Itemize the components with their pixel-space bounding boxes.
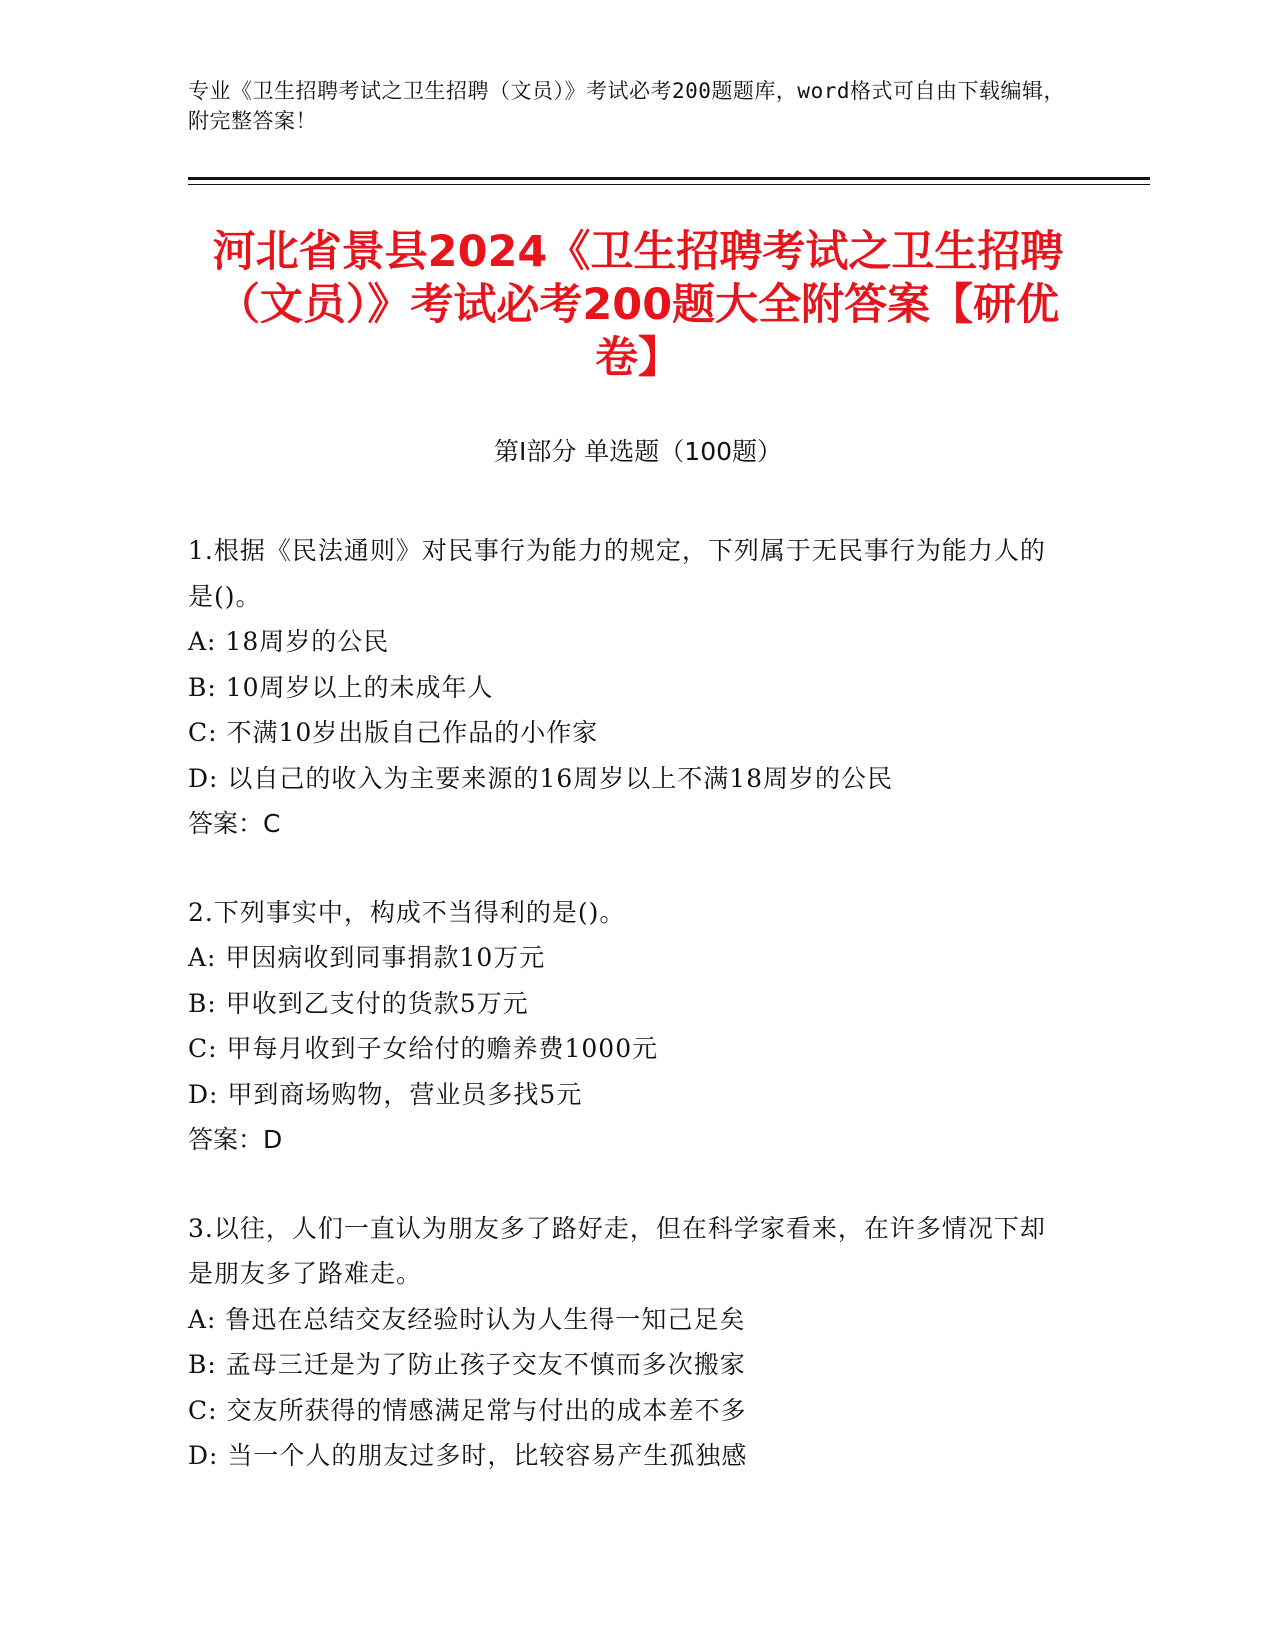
option-b: B: 孟母三迁是为了防止孩子交友不慎而多次搬家 xyxy=(188,1350,746,1379)
option-c: C: 交友所获得的情感满足常与付出的成本差不多 xyxy=(188,1395,747,1425)
option-a: A: 鲁迅在总结交友经验时认为人生得一知己足矣 xyxy=(188,1304,746,1334)
option-a: A: 18周岁的公民 xyxy=(188,627,390,656)
question-list xyxy=(188,528,1068,1522)
question-3 xyxy=(188,1206,1068,1479)
document-title: 河北省景县2024《卫生招聘考试之卫生招聘（文员）》考试必考200题大全附答案【研优卷】 xyxy=(212,227,1064,383)
option-a: A: 甲因病收到同事捐款10万元 xyxy=(188,943,546,972)
question-stem: 3.以往，人们一直认为朋友多了路好走，但在科学家看来，在许多情况下却是朋友多了路难走。 xyxy=(188,1213,1046,1288)
section-title: 第I部分 单选题（100题） xyxy=(493,437,783,466)
question-stem: 1.根据《民法通则》对民事行为能力的规定，下列属于无民事行为能力人的是()。 xyxy=(188,536,1046,611)
answer: 答案：C xyxy=(188,809,281,838)
question-1 xyxy=(188,528,1068,847)
option-d: D: 以自己的收入为主要来源的16周岁以上不满18周岁的公民 xyxy=(188,763,894,793)
question-2 xyxy=(188,890,1068,1163)
question-stem: 2.下列事实中，构成不当得利的是()。 xyxy=(188,897,626,927)
header-divider-thin xyxy=(188,184,1150,185)
option-d: D: 当一个人的朋友过多时，比较容易产生孤独感 xyxy=(188,1441,748,1470)
option-b: B: 甲收到乙支付的货款5万元 xyxy=(188,988,529,1018)
answer: 答案：D xyxy=(188,1125,283,1154)
header-divider-thick xyxy=(188,177,1150,180)
option-d: D: 甲到商场购物，营业员多找5元 xyxy=(188,1079,583,1109)
option-c: C: 甲每月收到子女给付的赡养费1000元 xyxy=(188,1034,659,1063)
option-c: C: 不满10岁出版自己作品的小作家 xyxy=(188,718,599,747)
header-note: 专业《卫生招聘考试之卫生招聘（文员）》考试必考200题题库，word格式可自由下载编辑，附完整答案！ xyxy=(188,79,1065,133)
option-b: B: 10周岁以上的未成年人 xyxy=(188,672,494,702)
